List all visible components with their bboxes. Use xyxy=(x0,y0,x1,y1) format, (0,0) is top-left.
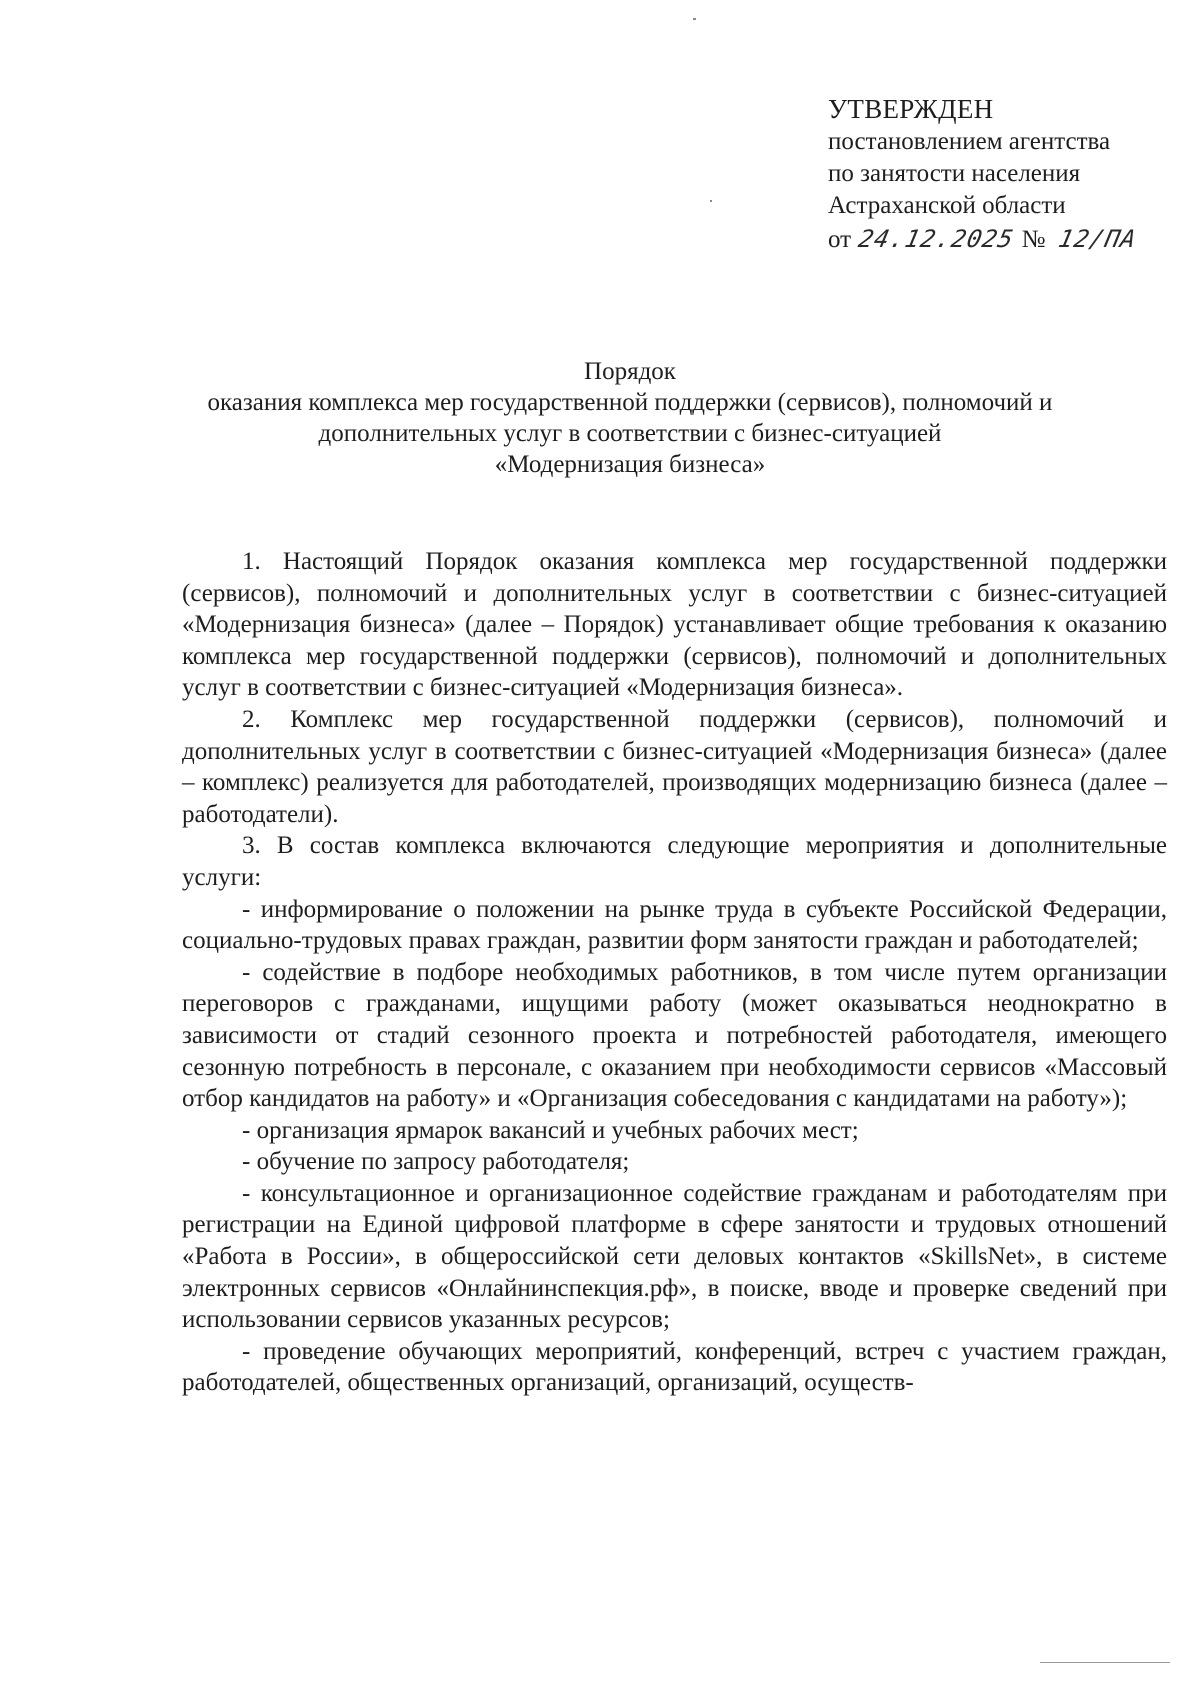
handwritten-number: 12/ПА xyxy=(1056,225,1140,253)
approval-line: Астраханской области xyxy=(828,192,1066,219)
number-sign: № xyxy=(1021,226,1046,253)
approval-date-row xyxy=(828,222,1168,257)
title-line: «Модернизация бизнеса» xyxy=(494,451,766,478)
list-item: - проведение обучающих мероприятий, конференций, встреч с участием граждан, работодателей, общественных организаций, организаций, осуществ- xyxy=(182,1337,1167,1397)
list-item: - организация ярмарок вакансий и учебных рабочих мест; xyxy=(242,1116,859,1144)
list-item: - консультационное и организационное содействие гражданам и работодателям при регистрации на Единой цифровой платформе в сфере занятости и трудовых отношений «Работа в России», в общероссийской сети деловых контактов «SkillsNet», в системе электронных сервисов «Онлайнинспекция.рф», в поиске, вводе и проверке сведений при использовании сервисов указанных ресурсов; xyxy=(182,1179,1167,1334)
scan-mark-top xyxy=(693,18,696,20)
title-line: дополнительных услуг в соответствии с бизнес-ситуацией xyxy=(318,420,942,447)
list-item: - содействие в подборе необходимых работников, в том числе путем организации переговоров с гражданами, ищущими работу (может оказываться неоднократно в зависимости от стадий сезонного проекта и потребностей работодателя, имеющего сезонную потребность в персонале, с оказанием при необходимости сервисов «Массовый отбор кандидатов на работу» и «Организация собеседования с кандидатами на работу»); xyxy=(182,958,1167,1113)
paragraph-1: 1. Настоящий Порядок оказания комплекса мер государственной поддержки (сервисов), полномочий и дополнительных услуг в соответствии с бизнес-ситуацией «Модернизация бизнеса» (далее – Порядок) устанавливает общие требования к оказанию комплекса мер государственной поддержки (сервисов), полномочий и дополнительных услуг в соответствии с бизнес-ситуацией «Модернизация бизнеса». xyxy=(182,548,1167,702)
paragraph-3: 3. В состав комплекса включаются следующие мероприятия и дополнительные услуги: xyxy=(182,832,1167,891)
title-main: Порядок xyxy=(584,358,676,385)
paragraph-2: 2. Комплекс мер государственной поддержки (сервисов), полномочий и дополнительных услуг в соответствии с бизнес-ситуацией «Модернизация бизнеса» (далее – комплекс) реализуется для работодателей, производящих модернизацию бизнеса (далее – работодатели). xyxy=(182,705,1167,828)
approval-line: по занятости населения xyxy=(828,160,1081,187)
list-item: - обучение по запросу работодателя; xyxy=(242,1148,630,1176)
approval-block xyxy=(828,92,1168,257)
approval-line: постановлением агентства xyxy=(828,128,1111,155)
scan-mark-middle xyxy=(710,200,712,202)
document-body xyxy=(182,546,1167,1399)
list-item: - информирование о положении на рынке труда в субъекте Российской Федерации, социально-трудовых правах граждан, развитии форм занятости граждан и работодателей; xyxy=(182,895,1167,955)
document-title xyxy=(150,356,1110,480)
approval-heading: УТВЕРЖДЕН xyxy=(828,94,994,124)
title-line: оказания комплекса мер государственной поддержки (сервисов), полномочий и xyxy=(207,389,1053,416)
scan-bottom-line xyxy=(1040,1662,1170,1663)
date-prefix: от xyxy=(828,226,852,253)
handwritten-date: 24.12.2025 xyxy=(856,225,1017,253)
